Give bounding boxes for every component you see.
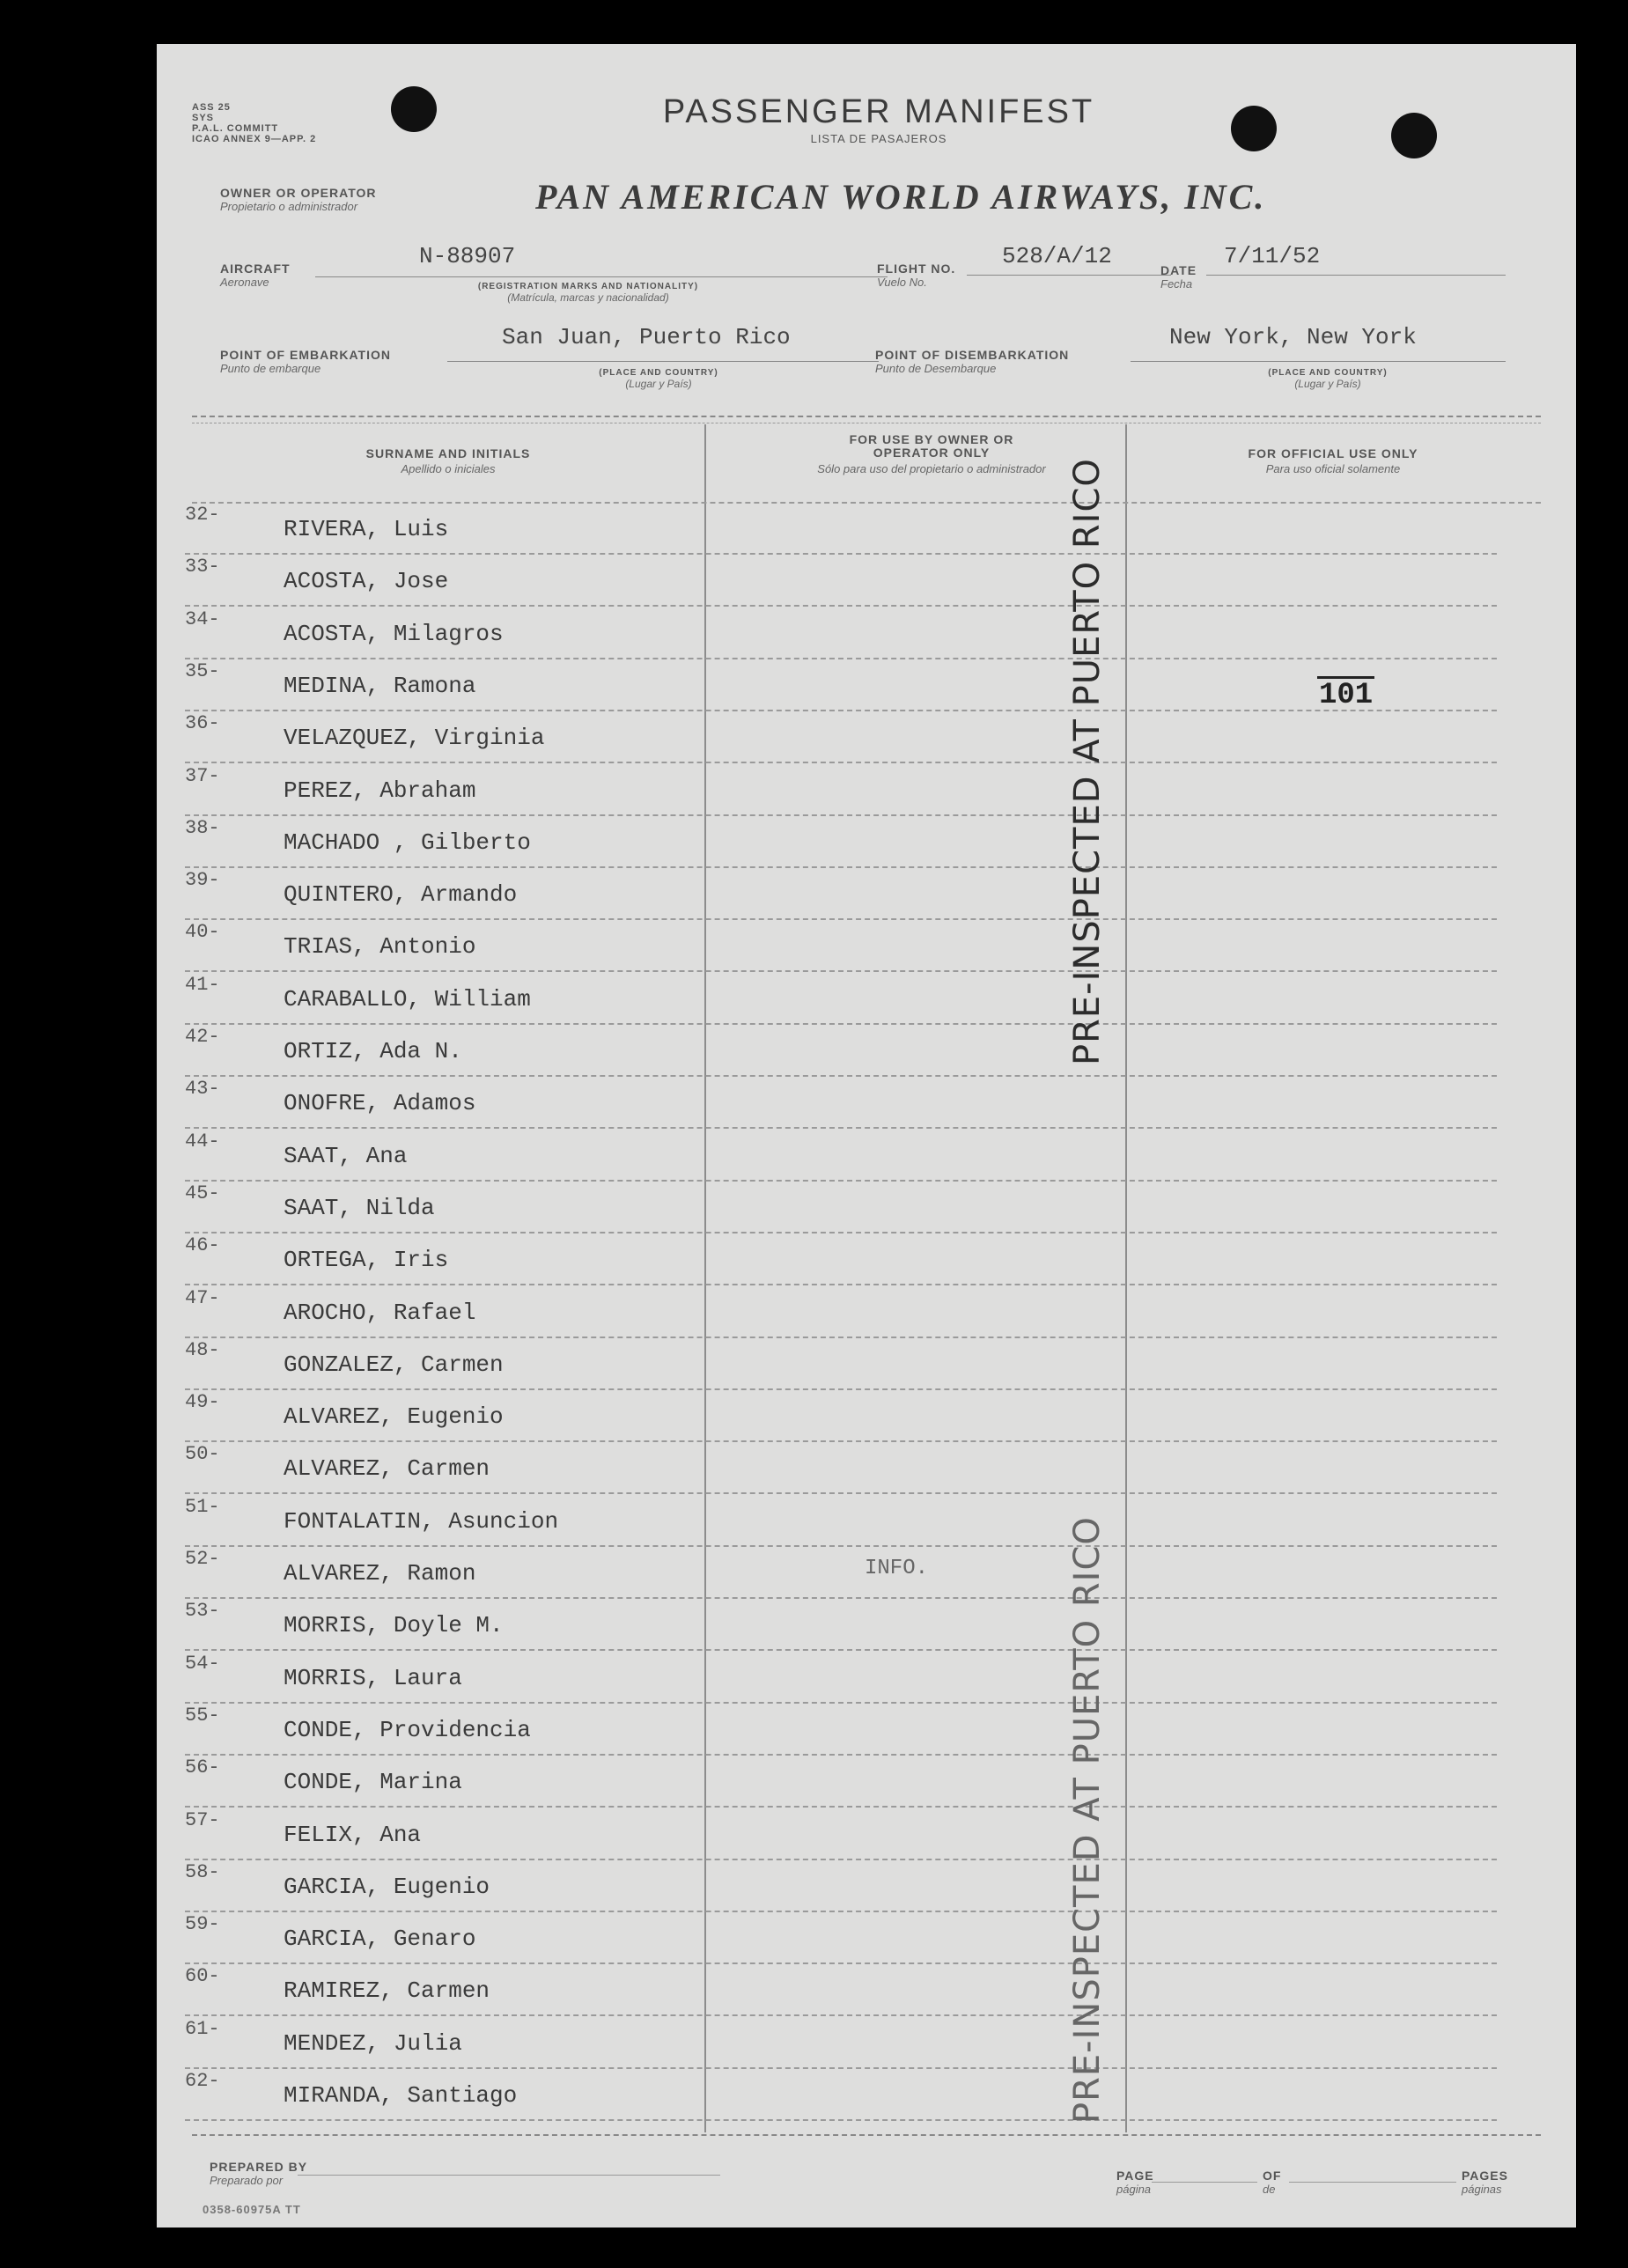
date-value: 7/11/52: [1224, 243, 1321, 269]
form-code-line: ICAO ANNEX 9—APP. 2: [192, 134, 317, 144]
row-rule: [185, 1127, 1497, 1129]
official-note: 101: [1317, 676, 1374, 712]
passenger-name: GARCIA, Genaro: [284, 1926, 476, 1953]
table-row: [185, 1600, 1523, 1653]
row-number: 44-: [185, 1130, 220, 1152]
aircraft-label: AIRCRAFT: [220, 261, 291, 276]
form-code: [192, 102, 316, 144]
row-rule: [185, 1388, 1497, 1390]
disembark-value: New York, New York: [1169, 324, 1417, 350]
row-rule: [185, 918, 1497, 920]
passenger-name: ALVAREZ, Ramon: [284, 1560, 476, 1587]
row-number: 36-: [185, 712, 220, 735]
row-number: 55-: [185, 1704, 220, 1727]
page-label-es: página: [1116, 2183, 1152, 2196]
passenger-name: FELIX, Ana: [284, 1821, 422, 1848]
row-rule: [185, 1962, 1497, 1964]
owner-label: OWNER OR OPERATOR: [220, 186, 377, 200]
passenger-name: MORRIS, Laura: [284, 1664, 462, 1691]
row-number: 48-: [185, 1338, 220, 1361]
passenger-info: INFO.: [865, 1557, 929, 1580]
row-rule: [185, 1180, 1497, 1182]
table-row: [185, 2018, 1523, 2071]
row-rule: [185, 2014, 1497, 2016]
row-number: 46-: [185, 1234, 220, 1257]
row-number: 33-: [185, 556, 220, 578]
passenger-name: FONTALATIN, Asuncion: [284, 1507, 559, 1535]
pre-inspected-stamp: PRE-INSPECTED AT PUERTO RICO: [1067, 458, 1108, 1065]
row-number: 51-: [185, 1495, 220, 1518]
row-number: 32-: [185, 504, 220, 526]
page-label: PAGE: [1116, 2169, 1154, 2183]
row-number: 52-: [185, 1548, 220, 1570]
disembark-label: POINT OF DISEMBARKATION: [875, 348, 1070, 362]
passenger-name: ONOFRE, Adamos: [284, 1090, 476, 1117]
embark-value: San Juan, Puerto Rico: [502, 324, 791, 350]
form-code-line: ASS 25: [192, 102, 231, 113]
row-number: 56-: [185, 1756, 220, 1779]
row-rule: [185, 2067, 1497, 2069]
row-rule: [185, 1911, 1497, 1912]
row-rule: [185, 605, 1497, 607]
embark-place-note: (PLACE AND COUNTRY): [599, 368, 718, 378]
row-number: 53-: [185, 1600, 220, 1623]
of-label: OF: [1263, 2169, 1282, 2183]
prepared-by-label: PREPARED BY: [210, 2160, 308, 2174]
table-row: [185, 1443, 1523, 1496]
pages-label-es: páginas: [1462, 2183, 1502, 2196]
owner-label-es: Propietario o administrador: [220, 200, 358, 213]
row-number: 34-: [185, 608, 220, 630]
passenger-name: CARABALLO, William: [284, 985, 531, 1012]
row-rule: [185, 1232, 1497, 1233]
row-number: 35-: [185, 659, 220, 682]
row-rule: [185, 1075, 1497, 1077]
manifest-sheet: [157, 44, 1576, 2228]
table-row: [185, 974, 1523, 1027]
row-number: 58-: [185, 1860, 220, 1883]
row-rule: [185, 1649, 1497, 1651]
table-row: [185, 1809, 1523, 1862]
form-number: 0358-60975A TT: [203, 2203, 301, 2216]
embark-place-note-es: (Lugar y País): [625, 378, 692, 390]
row-rule: [185, 970, 1497, 972]
row-rule: [185, 553, 1497, 555]
passenger-name: MEDINA, Ramona: [284, 672, 476, 699]
row-rule: [185, 1545, 1497, 1547]
row-number: 62-: [185, 2070, 220, 2092]
row-rule: [185, 1336, 1497, 1338]
disembark-label-es: Punto de Desembarque: [875, 362, 997, 375]
row-rule: [185, 1702, 1497, 1704]
column-header-official-es: Para uso oficial solamente: [1265, 462, 1401, 475]
punch-hole: [1231, 106, 1277, 151]
disembark-place-note: (PLACE AND COUNTRY): [1268, 368, 1388, 378]
table-row: [185, 1496, 1523, 1549]
row-rule: [185, 1492, 1497, 1494]
table-row: [185, 1756, 1523, 1809]
passenger-name: AROCHO, Rafael: [284, 1299, 476, 1326]
row-rule: [185, 658, 1497, 659]
aircraft-note: (REGISTRATION MARKS AND NATIONALITY): [477, 282, 699, 291]
row-rule: [185, 866, 1497, 868]
row-rule: [185, 1440, 1497, 1442]
passenger-name: RIVERA, Luis: [284, 516, 449, 542]
of-label-es: de: [1263, 2183, 1276, 2196]
passenger-name: GARCIA, Eugenio: [284, 1873, 490, 1900]
punch-hole: [391, 86, 437, 132]
pages-label: PAGES: [1462, 2169, 1508, 2183]
row-rule: [185, 1806, 1497, 1808]
disembark-place-note-es: (Lugar y País): [1294, 378, 1361, 390]
row-rule: [185, 814, 1497, 816]
passenger-name: SAAT, Nilda: [284, 1194, 435, 1221]
prepared-by-label-es: Preparado por: [210, 2174, 284, 2187]
flight-label-es: Vuelo No.: [877, 276, 927, 289]
column-header-surname-es: Apellido o iniciales: [401, 462, 496, 475]
table-row: [185, 1130, 1523, 1183]
form-code-line: P.A.L. COMMITT: [192, 123, 279, 134]
row-number: 49-: [185, 1391, 220, 1414]
row-rule: [185, 1023, 1497, 1025]
date-label: DATE: [1160, 263, 1197, 277]
passenger-name: CONDE, Marina: [284, 1769, 462, 1796]
column-header-official: FOR OFFICIAL USE ONLY: [1248, 446, 1418, 460]
table-row: [185, 1705, 1523, 1757]
table-row: [185, 869, 1523, 922]
flight-label: FLIGHT NO.: [877, 261, 956, 276]
row-number: 60-: [185, 1965, 220, 1988]
row-number: 42-: [185, 1026, 220, 1048]
column-header-owner: FOR USE BY OWNER OR OPERATOR ONLY: [849, 432, 1014, 460]
row-rule: [185, 1597, 1497, 1599]
row-number: 40-: [185, 921, 220, 944]
flight-value: 528/A/12: [1002, 243, 1112, 269]
date-label-es: Fecha: [1160, 277, 1193, 291]
table-row: [185, 1391, 1523, 1444]
row-number: 54-: [185, 1652, 220, 1675]
table-row: [185, 1548, 1523, 1601]
table-row: [185, 1913, 1523, 1966]
table-row: [185, 1234, 1523, 1287]
passenger-name: VELAZQUEZ, Virginia: [284, 725, 545, 752]
row-number: 38-: [185, 816, 220, 839]
row-rule: [185, 1754, 1497, 1756]
passenger-name: MIRANDA, Santiago: [284, 2082, 518, 2109]
aircraft-note-es: (Matrícula, marcas y nacionalidad): [507, 291, 669, 304]
column-header-owner-es: Sólo para uso del propietario o administrador: [817, 462, 1046, 475]
form-subtitle: LISTA DE PASAJEROS: [810, 132, 947, 145]
passenger-name: SAAT, Ana: [284, 1142, 408, 1169]
table-row: [185, 1653, 1523, 1705]
embark-label-es: Punto de embarque: [220, 362, 321, 375]
table-row: [185, 2070, 1523, 2123]
owner-value: PAN AMERICAN WORLD AIRWAYS, INC.: [535, 177, 1267, 217]
table-row: [185, 1339, 1523, 1392]
row-rule: [185, 1284, 1497, 1285]
table-row: [185, 921, 1523, 974]
table-row: [185, 1182, 1523, 1235]
column-header-surname: SURNAME AND INITIALS: [365, 446, 531, 460]
embark-label: POINT OF EMBARKATION: [220, 348, 391, 362]
row-number: 50-: [185, 1443, 220, 1466]
row-number: 39-: [185, 869, 220, 892]
row-number: 59-: [185, 1913, 220, 1936]
table-row: [185, 1026, 1523, 1079]
passenger-name: ACOSTA, Jose: [284, 568, 449, 595]
aircraft-value: N-88907: [419, 243, 516, 269]
aircraft-label-es: Aeronave: [220, 276, 269, 289]
passenger-name: MORRIS, Doyle M.: [284, 1612, 504, 1639]
row-number: 37-: [185, 764, 220, 787]
row-rule: [185, 2119, 1497, 2121]
row-rule: [185, 710, 1497, 711]
form-code-line: SYS: [192, 113, 215, 123]
passenger-name: ORTIZ, Ada N.: [284, 1038, 462, 1064]
passenger-name: ALVAREZ, Eugenio: [284, 1403, 504, 1431]
row-rule: [185, 1859, 1497, 1860]
pre-inspected-stamp: PRE-INSPECTED AT PUERTO RICO: [1067, 1516, 1108, 2124]
row-number: 57-: [185, 1808, 220, 1831]
table-row: [185, 608, 1523, 661]
table-row: [185, 556, 1523, 608]
table-row: [185, 504, 1523, 556]
row-rule: [185, 762, 1497, 763]
passenger-name: GONZALEZ, Carmen: [284, 1351, 504, 1378]
table-row: [185, 1078, 1523, 1130]
table-row: [185, 765, 1523, 818]
table-row: [185, 1287, 1523, 1340]
form-title: PASSENGER MANIFEST: [662, 93, 1095, 130]
row-number: 47-: [185, 1286, 220, 1309]
table-row: [185, 1965, 1523, 2018]
row-number: 45-: [185, 1182, 220, 1204]
passenger-name: MENDEZ, Julia: [284, 2029, 462, 2057]
passenger-name: ACOSTA, Milagros: [284, 620, 504, 647]
table-row: [185, 712, 1523, 765]
punch-hole: [1391, 113, 1437, 158]
passenger-name: MACHADO , Gilberto: [284, 828, 531, 856]
passenger-name: CONDE, Providencia: [284, 1716, 531, 1743]
passenger-name: QUINTERO, Armando: [284, 881, 518, 909]
passenger-name: RAMIREZ, Carmen: [284, 1977, 490, 2005]
row-number: 61-: [185, 2017, 220, 2040]
row-number: 43-: [185, 1078, 220, 1101]
table-row: [185, 817, 1523, 870]
table-row: [185, 1861, 1523, 1914]
passenger-name: PEREZ, Abraham: [284, 777, 476, 804]
passenger-name: TRIAS, Antonio: [284, 933, 476, 961]
passenger-name: ALVAREZ, Carmen: [284, 1455, 490, 1483]
row-number: 41-: [185, 973, 220, 996]
passenger-name: ORTEGA, Iris: [284, 1247, 449, 1274]
